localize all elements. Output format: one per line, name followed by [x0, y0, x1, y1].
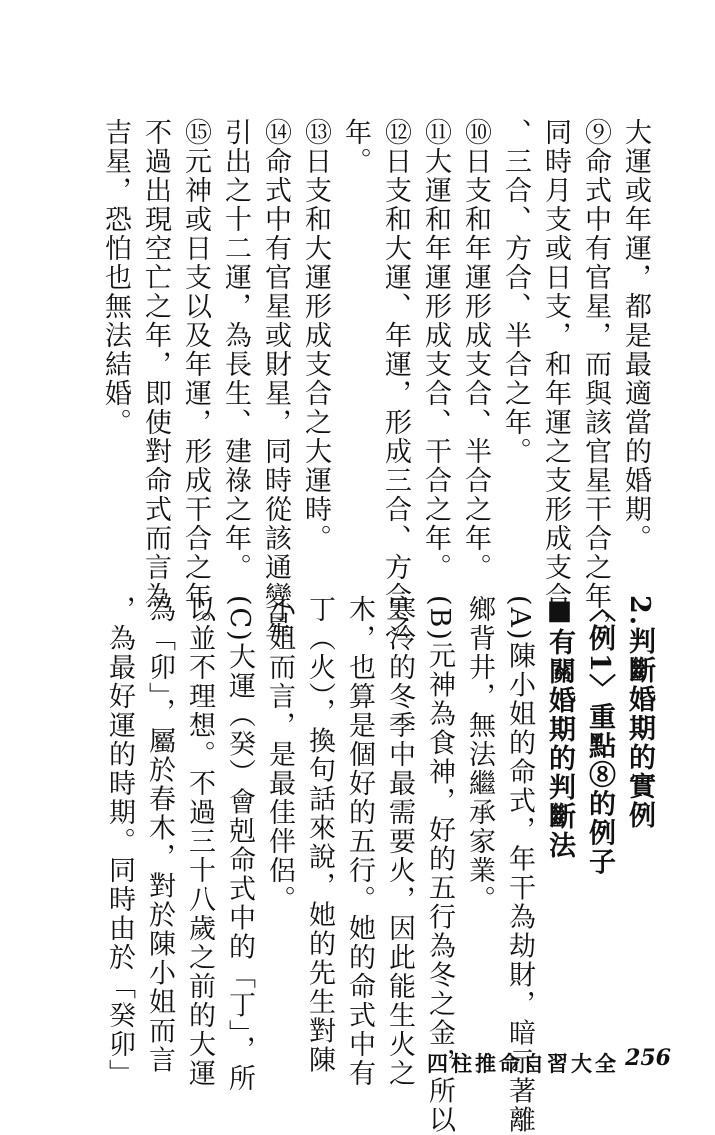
text-column: 年。 [340, 118, 371, 176]
text-column: 同時月支或日支，和年運之支形成支合 [540, 118, 571, 611]
text-column: ⑪大運和年運形成支合、干合之年。 [420, 118, 451, 582]
subsection-heading: ■有關婚期的判斷法 [544, 595, 575, 860]
text-column: 木，也算是個好的五行。她的命式中有 [344, 595, 375, 1088]
section-heading: 2.判斷婚期的實例 [624, 595, 655, 831]
text-column: ，為最好運的時期。同時由於「癸卯」 [104, 595, 135, 1088]
text-column: 引出之十二運，為長生、建祿之年。 [220, 118, 251, 582]
text-column: (B)元神為食神，好的五行為冬之金，所以 [424, 595, 455, 1135]
text-column: 為「卯」，屬於春木，對於陳小姐而言 [144, 595, 175, 1075]
text-column: 吉星，恐怕也無法結婚。 [100, 118, 131, 437]
text-column: ⑨命式中有官星，而與該官星干合之年， [580, 118, 611, 640]
text-column: 寒冷的冬季中最需要火，因此能生火之 [384, 595, 415, 1088]
text-column: 以並不理想。不過三十八歲之前的大運 [184, 595, 215, 1088]
text-column: ⑭命式中有官星或財星，同時從該通變星 [260, 118, 291, 640]
text-column: 不過出現空亡之年，即使對命式而言為 [140, 118, 171, 611]
text-column: ⑫日支和大運、年運，形成三合、方合之 [380, 118, 411, 640]
text-column: ⑮元神或日支以及年運，形成干合之年。 [180, 118, 211, 640]
text-column: ⑬日支和大運形成支合之大運時。 [300, 118, 331, 553]
text-column: ⑩日支和年運形成支合、半合之年。 [460, 118, 491, 582]
book-title-footer: 四柱推命自習大全 [427, 1051, 619, 1076]
text-column: 丁（火），換句話來說，她的先生對陳 [304, 595, 335, 1075]
text-column: 大運或年運，都是最適當的婚期。 [620, 118, 651, 553]
text-column: 鄉背井，無法繼承家業。 [464, 595, 495, 914]
text-column: 、三合、方合、半合之年。 [500, 118, 531, 466]
top-text-block [95, 118, 655, 640]
example-heading: 〈例1〉重點⑧的例子 [584, 595, 615, 877]
text-column: 小姐而言，是最佳伴侶。 [264, 595, 295, 914]
page-number: 256 [625, 1045, 671, 1071]
text-column: (A)陳小姐的命式，年干為劫財，暗示著離 [504, 595, 535, 1135]
text-column: (C)大運（癸）會剋命式中的「丁」，所 [224, 595, 255, 1094]
